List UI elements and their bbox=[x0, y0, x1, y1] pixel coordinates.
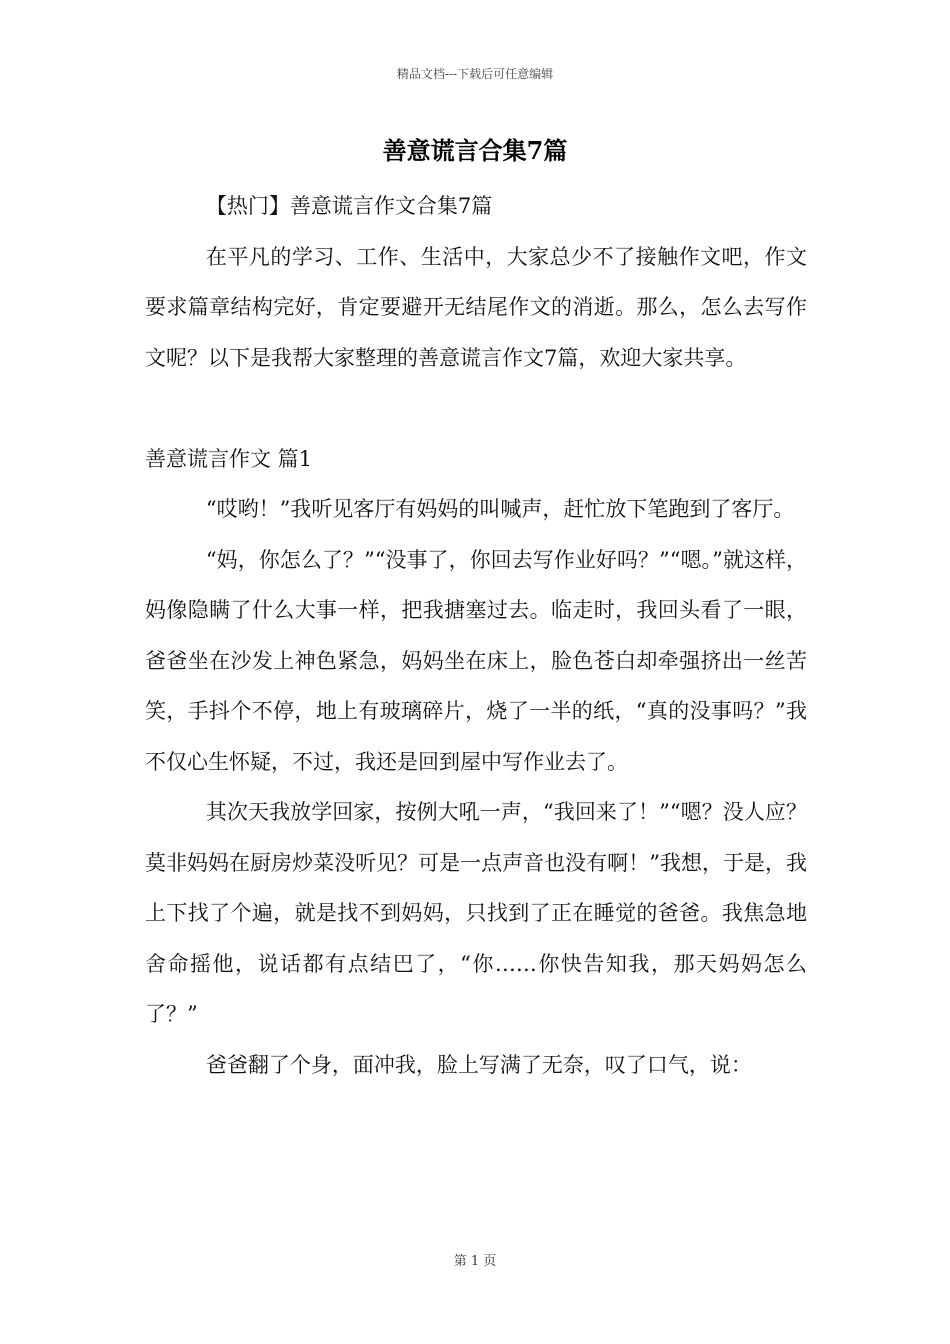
page-number: 第 1 页 bbox=[453, 1254, 497, 1269]
intro-paragraph: 在平凡的学习、工作、生活中，大家总少不了接触作文吧，作文要求篇章结构完好，肯定要避开无结尾作文的消逝。那么，怎么去写作文呢？以下是我帮大家整理的善意谎言作文7篇，欢迎大家共享。 bbox=[145, 244, 807, 370]
document-body bbox=[145, 181, 807, 1090]
body-paragraph-1: “哎哟！”我听见客厅有妈妈的叫喊声，赶忙放下笔跑到了客厅。 bbox=[205, 497, 795, 521]
body-paragraph-2: “妈，你怎么了？”“没事了，你回去写作业好吗？”“嗯。”就这样，妈像隐瞒了什么大事一样，把我搪塞过去。临走时，我回头看了一眼，爸爸坐在沙发上神色紧急，妈妈坐在床上，脸色苍白却牵强挤出一丝苦笑，手抖个不停，地上有玻璃碎片，烧了一半的纸，“真的没事吗？”我不仅心生怀疑，不过，我还是回到屋中写作业去了。 bbox=[145, 547, 807, 774]
body-paragraph-3: 其次天我放学回家，按例大吼一声，“我回来了！”“嗯？没人应？莫非妈妈在厨房炒菜没听见？可是一点声音也没有啊！”我想，于是，我上下找了个遍，就是找不到妈妈，只找到了正在睡觉的爸爸。我焦急地舍命摇他，说话都有点结巴了，“你……你快告知我，那天妈妈怎么了？” bbox=[145, 800, 807, 1026]
body-paragraph-4: 爸爸翻了个身，面冲我，脸上写满了无奈，叹了口气，说： bbox=[205, 1052, 752, 1077]
document-title: 善意谎言合集7篇 bbox=[382, 136, 568, 165]
section-heading: 善意谎言作文 篇1 bbox=[145, 446, 313, 471]
document-subtitle: 【热门】善意谎言作文合集7篇 bbox=[205, 194, 493, 218]
paragraph-spacer bbox=[145, 383, 807, 434]
page-header: 精品文档---下载后可任意编辑 bbox=[396, 67, 554, 81]
